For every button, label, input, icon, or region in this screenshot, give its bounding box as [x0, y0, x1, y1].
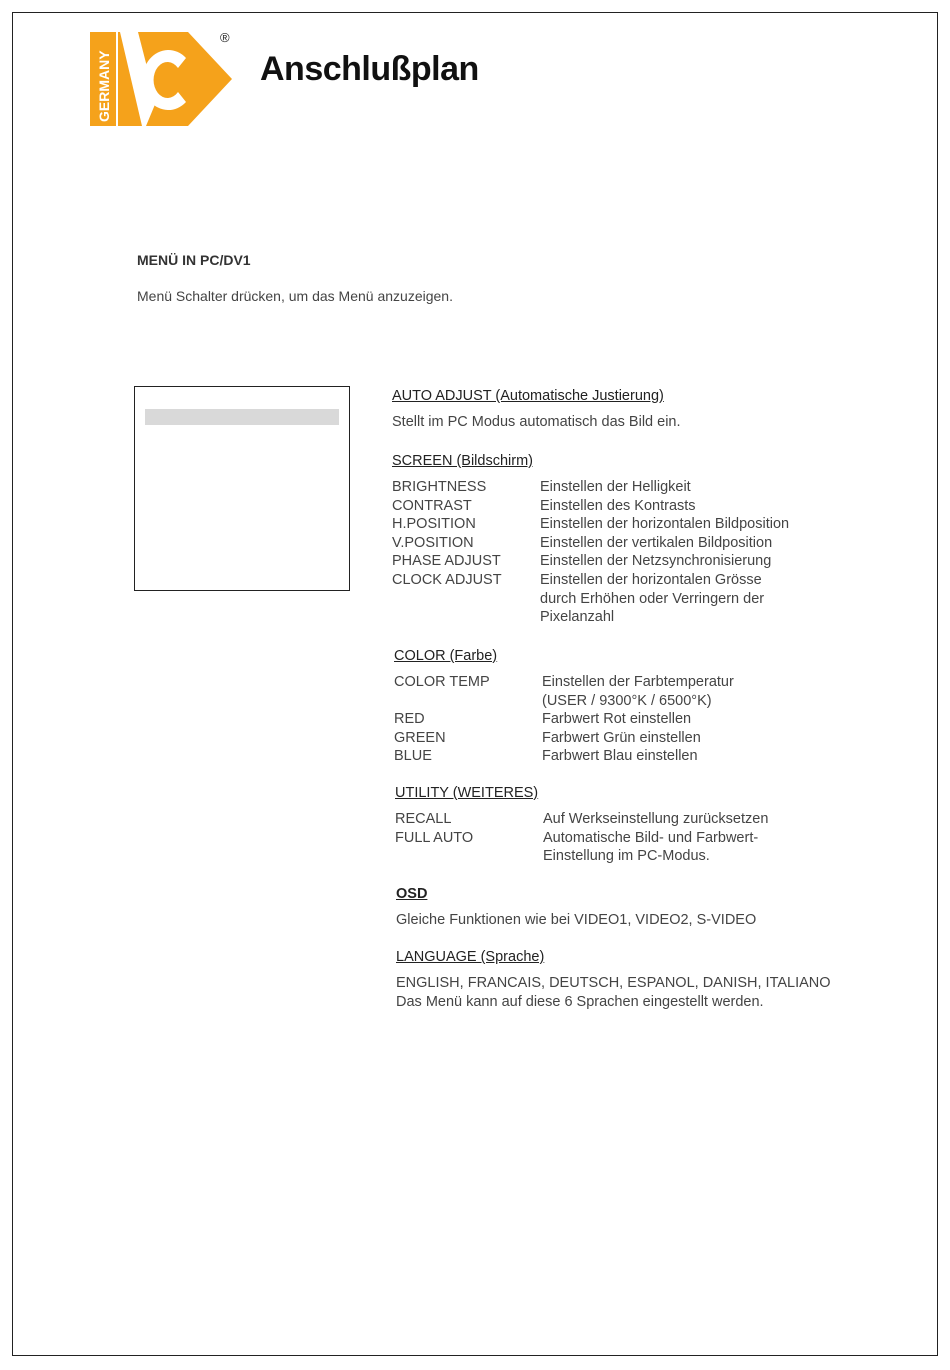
setting-description: Pixelanzahl [540, 609, 615, 626]
color-row [394, 692, 894, 711]
utility-row [395, 847, 895, 866]
setting-key: CONTRAST [392, 497, 472, 514]
setting-description: Farbwert Blau einstellen [542, 748, 698, 765]
screen-section [392, 452, 892, 627]
setting-description: Einstellen der horizontalen Bildposition [540, 516, 790, 533]
setting-key: GREEN [394, 729, 446, 746]
utility-title: UTILITY (WEITERES) [395, 785, 539, 801]
setting-key: RED [394, 711, 425, 728]
color-row [394, 673, 894, 692]
screen-row [392, 478, 892, 497]
setting-description: Einstellen der Netzsynchronisierung [540, 553, 772, 570]
color-section [394, 647, 894, 766]
osd-text: Gleiche Funktionen wie bei VIDEO1, VIDEO2, S-VIDEO [396, 912, 757, 928]
document-title: Anschlußplan [260, 50, 479, 88]
utility-section [395, 784, 895, 866]
setting-key: RECALL [395, 811, 452, 827]
utility-row [395, 810, 895, 829]
language-title: LANGUAGE (Sprache) [396, 949, 545, 965]
setting-key [394, 692, 542, 711]
screen-row [392, 515, 892, 534]
setting-key: BLUE [394, 748, 432, 765]
setting-key: COLOR TEMP [394, 674, 490, 690]
screen-row [392, 552, 892, 571]
osd-title: OSD [396, 886, 428, 902]
setting-description: Automatische Bild- und Farbwert- [543, 829, 759, 846]
setting-description: Auf Werkseinstellung zurücksetzen [543, 811, 769, 827]
setting-description: Einstellung im PC-Modus. [543, 848, 710, 865]
osd-menu-illustration [134, 386, 350, 591]
language-section [396, 948, 916, 1011]
setting-description: durch Erhöhen oder Verringern der [540, 590, 765, 607]
setting-description: Farbwert Rot einstellen [542, 711, 692, 728]
setting-key [392, 590, 540, 609]
screen-row [392, 571, 892, 590]
setting-description: Einstellen des Kontrasts [540, 497, 696, 514]
setting-description: (USER / 9300°K / 6500°K) [542, 692, 712, 709]
color-title: COLOR (Farbe) [394, 648, 498, 664]
screen-row [392, 590, 892, 609]
screen-title: SCREEN (Bildschirm) [392, 453, 533, 469]
menu-heading: MENÜ IN PC/DV1 [137, 252, 251, 268]
color-row [394, 747, 894, 766]
setting-key: H.POSITION [392, 516, 476, 533]
color-row [394, 729, 894, 748]
setting-description: Einstellen der Helligkeit [540, 479, 691, 495]
setting-key: CLOCK ADJUST [392, 571, 502, 588]
osd-section [396, 885, 896, 930]
setting-key: FULL AUTO [395, 829, 474, 846]
setting-key: PHASE ADJUST [392, 553, 501, 570]
svg-text:GERMANY: GERMANY [96, 50, 112, 122]
auto-adjust-title: AUTO ADJUST (Automatische Justierung) [392, 388, 664, 404]
screen-row [392, 497, 892, 516]
setting-key: BRIGHTNESS [392, 479, 487, 495]
setting-description: Einstellen der horizontalen Grösse [540, 571, 762, 588]
vc-germany-logo [90, 32, 235, 126]
menu-highlight-bar [145, 409, 339, 425]
language-note: Das Menü kann auf diese 6 Sprachen eingestellt werden. [396, 993, 764, 1010]
auto-adjust-section [392, 387, 892, 432]
setting-description: Einstellen der Farbtemperatur [542, 674, 734, 690]
screen-row [392, 608, 892, 627]
setting-description: Farbwert Grün einstellen [542, 729, 701, 746]
utility-row [395, 829, 895, 848]
language-list: ENGLISH, FRANCAIS, DEUTSCH, ESPANOL, DANISH, ITALIANO [396, 975, 831, 991]
registered-mark: ® [220, 30, 230, 45]
auto-adjust-text: Stellt im PC Modus automatisch das Bild ein. [392, 414, 681, 430]
setting-key [395, 847, 543, 866]
setting-description: Einstellen der vertikalen Bildposition [540, 534, 773, 551]
color-row [394, 710, 894, 729]
setting-key: V.POSITION [392, 534, 474, 551]
setting-key [392, 608, 540, 627]
intro-text: Menü Schalter drücken, um das Menü anzuzeigen. [137, 288, 453, 304]
screen-row [392, 534, 892, 553]
